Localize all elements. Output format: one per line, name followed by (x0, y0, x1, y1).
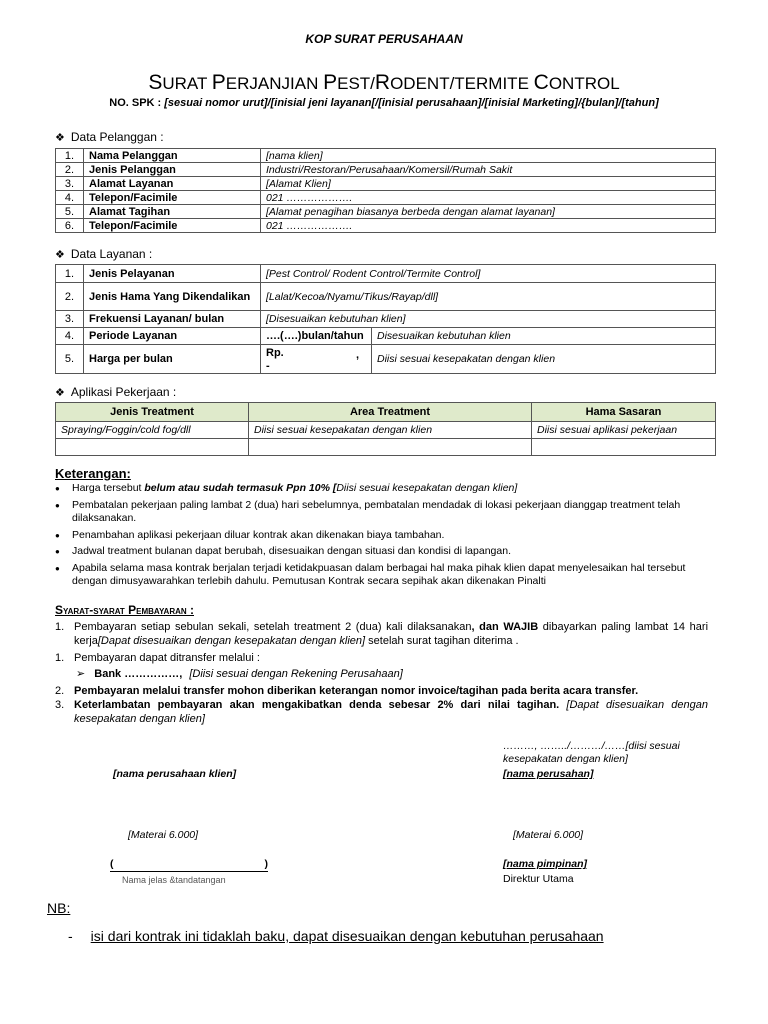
row-number: 6. (56, 219, 84, 233)
row-number: 1. (56, 265, 84, 283)
bank-label: Bank ……………, (94, 668, 183, 680)
table-cell (249, 439, 532, 456)
harga-value (261, 345, 372, 374)
row-number: 4. (56, 328, 84, 345)
row-label: Jenis Pelanggan (84, 163, 261, 177)
row-value: [Lalat/Kecoa/Nyamu/Tikus/Rayap/dll] (261, 283, 716, 311)
row-label: Harga per bulan (84, 345, 261, 374)
document-title (0, 71, 768, 95)
table-row (56, 283, 716, 311)
term-number: 3. (55, 699, 65, 711)
term-text: Pembayaran melalui transfer mohon diberikan keterangan nomor invoice/tagihan pada berita acara transfer. (74, 685, 639, 697)
spk-number (0, 97, 768, 109)
term-dot: . (556, 699, 567, 711)
decimal-comma: , (355, 349, 359, 361)
customer-table (55, 148, 716, 233)
list-item (55, 482, 715, 496)
client-company-name: [nama perusahaan klien] (113, 768, 237, 780)
table-row (56, 328, 716, 345)
dash: - (266, 360, 270, 372)
term-number: 1. (55, 652, 65, 664)
materai-right: [Materai 6.000] (513, 829, 584, 841)
spk-value: [sesuai nomor urut]/[inisial jeni layanan[/[inisial perusahaan]/[inisial Marketing]/{bulan]/[tahun] (164, 97, 659, 109)
table-cell: Spraying/Foggin/cold fog/dll (56, 422, 249, 439)
row-label: Periode Layanan (84, 328, 261, 345)
periode-value: ….(….)bulan/tahun (261, 328, 372, 345)
payment-terms-heading: Syarat-syarat Pembayaran : (55, 603, 194, 617)
term-comma: , dan (471, 621, 504, 633)
table-cell: Diisi sesuai aplikasi pekerjaan (532, 422, 716, 439)
item-bold: belum atau sudah termasuk Ppn 10% [ (144, 482, 337, 494)
nb-text: isi dari kontrak ini tidaklah baku, dapat disesuaikan dengan kebutuhan perusahaan (90, 928, 604, 944)
payment-term-1 (55, 620, 708, 648)
section-aplikasi-pekerjaan (55, 385, 176, 399)
keterangan-heading: Keterangan: (55, 466, 131, 481)
table-row (56, 177, 716, 191)
item-note: Diisi sesuai kesepakatan dengan klien] (336, 482, 518, 494)
paren-close: ) (264, 858, 268, 870)
row-label: Alamat Layanan (84, 177, 261, 191)
row-value: [Alamat penagihan biasanya berbeda dengan alamat layanan] (261, 205, 716, 219)
table-row (56, 205, 716, 219)
harga-note: Diisi sesuai kesepakatan dengan klien (372, 345, 716, 374)
nb-label: NB: (47, 900, 71, 916)
section-heading: Data Pelanggan : (70, 130, 164, 144)
table-row (56, 163, 716, 177)
row-value: 021 ………………. (261, 191, 716, 205)
payment-term-4 (55, 698, 708, 726)
term-text: Pembayaran dapat ditransfer melalui : (74, 652, 260, 664)
column-header: Area Treatment (249, 403, 532, 422)
item-text: Harga tersebut (72, 482, 145, 494)
title-part: ONTROL (548, 74, 620, 93)
table-row (56, 345, 716, 374)
row-number: 2. (56, 163, 84, 177)
company-name: [nama perusahan] (503, 768, 594, 780)
currency-prefix: Rp. (266, 347, 284, 359)
letterhead: KOP SURAT PERUSAHAAN (305, 32, 463, 46)
title-part: R (374, 71, 391, 94)
term-note: [Dapat disesuaikan dengan kesepakatan dengan klien] (97, 635, 366, 647)
row-label: Nama Pelanggan (84, 149, 261, 163)
payment-term-3 (55, 684, 708, 698)
row-label: Telepon/Facimile (84, 219, 261, 233)
table-cell (56, 439, 249, 456)
table-row (56, 311, 716, 328)
row-label: Alamat Tagihan (84, 205, 261, 219)
table-row (56, 219, 716, 233)
nb-note (68, 928, 604, 944)
title-part: URAT (162, 74, 212, 93)
title-part: ERJANJIAN (225, 74, 324, 93)
section-data-pelanggan (55, 130, 164, 144)
service-table (55, 264, 716, 374)
list-item: ● Penambahan aplikasi pekerjaan diluar kontrak akan dikenakan biaya tambahan. (55, 529, 715, 543)
table-row (56, 191, 716, 205)
title-part: P (323, 71, 338, 94)
section-data-layanan (55, 247, 152, 261)
list-item: ● Apabila selama masa kontrak berjalan terjadi ketidakpuasan dalam berbagai hal maka pihak klien dapat menyelesaikan hal tersebut dengan dimusyawarahkan terlebih dahulu. Pemutusan Kontrak secara sepihak akan dikenakan Pinalti (55, 562, 715, 589)
term-note: [Dapat disesuaikan dengan kesepakatan dengan klien] (74, 699, 708, 725)
list-item: ● Jadwal treatment bulanan dapat berubah, disesuaikan dengan situasi dan kondisi di lapangan. (55, 545, 715, 559)
date-line: ………, ……../………/……[diisi sesuai kesepakatan dengan klien] (503, 740, 680, 765)
title-part: EST/ (337, 74, 375, 93)
row-value: [nama klien] (261, 149, 716, 163)
section-heading: Data Layanan : (70, 247, 153, 261)
periode-note: Disesuaikan kebutuhan klien (372, 328, 716, 345)
table-row (56, 439, 716, 456)
diamond-bullet-icon: ❖ (55, 249, 65, 261)
row-value: Industri/Restoran/Perusahaan/Komersil/Rumah Sakit (261, 163, 716, 177)
row-label: Jenis Pelayanan (84, 265, 261, 283)
row-number: 1. (56, 149, 84, 163)
table-row (56, 265, 716, 283)
row-number: 2. (56, 283, 84, 311)
keterangan-list (55, 482, 715, 592)
row-number: 4. (56, 191, 84, 205)
row-number: 5. (56, 345, 84, 374)
table-cell (532, 439, 716, 456)
row-number: 3. (56, 177, 84, 191)
list-item: ● Pembatalan pekerjaan paling lambat 2 (dua) hari sebelumnya, pembatalan mendadak di lokasi pekerjaan dianggap treatment telah dilaksanakan. (55, 499, 715, 526)
column-header: Jenis Treatment (56, 403, 249, 422)
column-header: Hama Sasaran (532, 403, 716, 422)
title-part: ODENT/TERMITE (390, 74, 534, 93)
diamond-bullet-icon: ❖ (55, 132, 65, 144)
title-part: S (148, 71, 163, 94)
row-label: Telepon/Facimile (84, 191, 261, 205)
client-signature-line (110, 858, 268, 872)
term-text: Keterlambatan pembayaran akan mengakibatkan denda sebesar 2% dari nilai tagihan (74, 699, 557, 711)
row-value: [Alamat Klien] (261, 177, 716, 191)
bank-line (76, 667, 676, 681)
materai-left: [Materai 6.000] (128, 829, 199, 841)
term-text: setelah surat tagihan diterima . (365, 635, 519, 647)
table-cell: Diisi sesuai kesepakatan dengan klien (249, 422, 532, 439)
row-value: [Pest Control/ Rodent Control/Termite Control] (261, 265, 716, 283)
term-text: dibayarkan paling lambat 14 hari kerja (74, 621, 709, 647)
row-label: Frekuensi Layanan/ bulan (84, 311, 261, 328)
bank-note: [Diisi sesuai dengan Rekening Perusahaan] (189, 668, 403, 680)
title-part: C (533, 71, 549, 94)
table-header-row (56, 403, 716, 422)
signature-hint: Nama jelas &tandatangan (122, 875, 226, 885)
diamond-bullet-icon: ❖ (55, 387, 65, 399)
nb-dash: - (68, 928, 73, 944)
row-number: 3. (56, 311, 84, 328)
table-row (56, 422, 716, 439)
row-value: [Disesuaikan kebutuhan klien] (261, 311, 716, 328)
term-number: 2. (55, 685, 65, 697)
term-wajib: WAJIB (503, 621, 539, 633)
title-part: P (211, 71, 226, 94)
paren-open: ( (110, 858, 114, 870)
payment-term-2 (55, 651, 708, 665)
spk-label: NO. SPK : (109, 97, 162, 109)
term-text: Pembayaran setiap sebulan sekali, setelah treatment 2 (dua) kali dilaksanakan (74, 621, 472, 633)
section-heading: Aplikasi Pekerjaan : (70, 385, 177, 399)
leader-name: [nama pimpinan] (503, 858, 588, 870)
row-value: 021 ………………. (261, 219, 716, 233)
row-number: 5. (56, 205, 84, 219)
application-table (55, 402, 716, 456)
leader-title: Direktur Utama (503, 873, 574, 885)
table-row (56, 149, 716, 163)
arrow-bullet-icon: ➢ (76, 668, 86, 680)
row-label: Jenis Hama Yang Dikendalikan (84, 283, 261, 311)
term-number: 1. (55, 621, 65, 633)
